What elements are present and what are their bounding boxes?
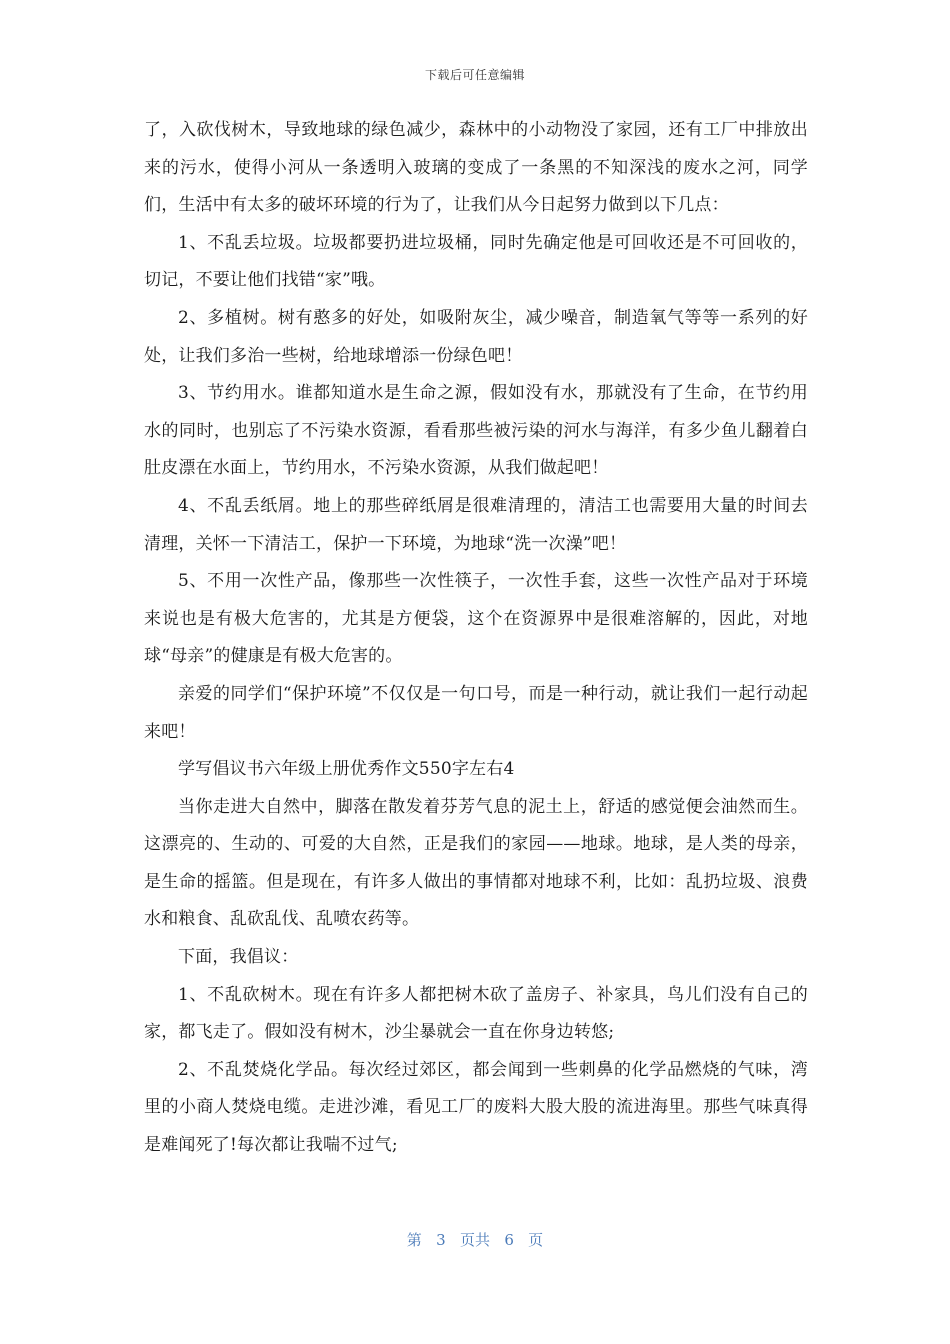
footer-label-ye: 页 — [528, 1231, 544, 1249]
paragraph-8: 当你走进大自然中，脚落在散发着芬芳气息的泥土上，舒适的感觉便会油然而生。这漂亮的、生动的、可爱的大自然，正是我们的家园——地球。地球，是人类的母亲，是生命的摇篮。但是现在，有许多人做出的事情都对地球不利，比如：乱扔垃圾、浪费水和粮食、乱砍乱伐、乱喷农药等。 — [144, 796, 808, 930]
footer-current-page: 3 — [436, 1231, 446, 1249]
document-body — [144, 112, 808, 1165]
paragraph-2: 1、不乱丢垃圾。垃圾都要扔进垃圾桶，同时先确定他是可回收还是不可回收的，切记，不要让他们找错“家”哦。 — [144, 232, 808, 291]
paragraph-10: 1、不乱砍树木。现在有许多人都把树木砍了盖房子、补家具，鸟儿们没有自己的家，都飞走了。假如没有树木，沙尘暴就会一直在你身边转悠; — [144, 984, 808, 1043]
paragraph-4: 3、节约用水。谁都知道水是生命之源，假如没有水，那就没有了生命，在节约用水的同时，也别忘了不污染水资源，看看那些被污染的河水与海洋，有多少鱼儿翻着白肚皮漂在水面上，节约用水，不污染水资源，从我们做起吧！ — [144, 383, 808, 479]
footer-total-pages: 6 — [504, 1231, 514, 1249]
paragraph-11: 2、不乱焚烧化学品。每次经过郊区，都会闻到一些刺鼻的化学品燃烧的气味，湾里的小商人焚烧电缆。走进沙滩，看见工厂的废料大股大股的流进海里。那些气味真得是难闻死了!每次都让我喘不过气; — [144, 1059, 808, 1156]
header-text: 下载后可任意编辑 — [424, 68, 525, 82]
section-title: 学写倡议书六年级上册优秀作文550字左右4 — [178, 759, 515, 780]
paragraph-7: 亲爱的同学们“保护环境”不仅仅是一句口号，而是一种行动，就让我们一起行动起来吧！ — [144, 683, 808, 742]
footer-label-ye-gong: 页共 — [459, 1231, 490, 1249]
paragraph-5: 4、不乱丢纸屑。地上的那些碎纸屑是很难清理的，清洁工也需要用大量的时间去清理，关怀一下清洁工，保护一下环境，为地球“洗一次澡”吧！ — [144, 495, 808, 554]
paragraph-1: 了，入砍伐树木，导致地球的绿色减少，森林中的小动物没了家园，还有工厂中排放出来的污水，使得小河从一条透明入玻璃的变成了一条黑的不知深浅的废水之河，同学们，生活中有太多的破坏环境的行为了，让我们从今日起努力做到以下几点： — [144, 120, 808, 216]
paragraph-9: 下面，我倡议： — [178, 947, 299, 968]
page-header — [0, 66, 950, 83]
footer-label-di: 第 — [406, 1231, 422, 1249]
page-footer — [0, 1229, 950, 1250]
paragraph-6: 5、不用一次性产品，像那些一次性筷子，一次性手套，这些一次性产品对于环境来说也是有极大危害的，尤其是方便袋，这个在资源界中是很难溶解的，因此，对地球“母亲”的健康是有极大危害的。 — [144, 571, 808, 667]
paragraph-3: 2、多植树。树有憨多的好处，如吸附灰尘，减少噪音，制造氧气等等一系列的好处，让我们多治一些树，给地球增添一份绿色吧！ — [144, 307, 808, 366]
